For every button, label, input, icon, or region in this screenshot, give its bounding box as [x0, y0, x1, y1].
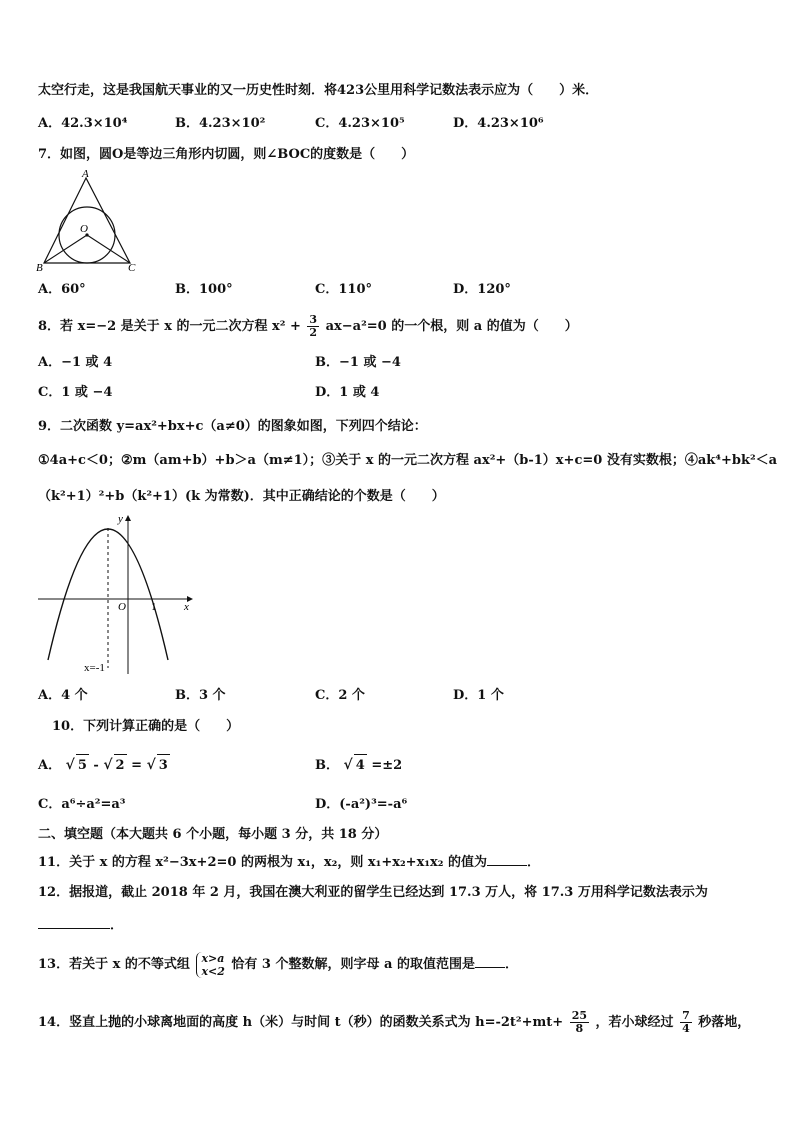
q7-option-c: C．110° [315, 282, 372, 297]
q9-line3: （k²+1）²+b（k²+1）(k 为常数)．其中正确结论的个数是（ ） [38, 489, 445, 504]
q7-label-o: O [80, 223, 88, 235]
q10-a-eq: = [131, 758, 143, 773]
q10-a-minus: - [93, 758, 99, 773]
q14-f1-den: 8 [575, 1022, 584, 1035]
q11-answer-blank[interactable] [487, 853, 527, 866]
q9-stem: 9．二次函数 y=ax²+bx+c（a≠0）的图象如图，下列四个结论： [38, 419, 427, 434]
q12-answer-blank[interactable] [38, 916, 110, 929]
q9-option-a: A．4 个 [38, 688, 88, 703]
q8-stem [38, 314, 578, 340]
q8-option-b: B．−1 或 −4 [315, 355, 401, 370]
sqrt-icon: √ [65, 757, 75, 773]
q13-inequality-system [196, 952, 224, 978]
q9-c3-num: ③ [322, 453, 336, 468]
sqrt-icon: √ [343, 757, 353, 773]
q10-a-r3: 3 [157, 754, 170, 777]
sqrt-icon: √ [103, 757, 113, 773]
q10-option-a [38, 754, 170, 777]
q9-option-b: B．3 个 [175, 688, 226, 703]
q14-fraction-2 [680, 1010, 692, 1035]
q8-option-a: A．−1 或 4 [38, 355, 113, 370]
q7-option-d: D．120° [453, 282, 511, 297]
q8-frac-den: 2 [309, 326, 318, 339]
q14-f2-num: 7 [682, 1009, 690, 1022]
q9-option-d: D．1 个 [453, 688, 504, 703]
q9-c2: m（am+b）+b＞a（m≠1）； [132, 453, 323, 468]
q7-label-a: A [82, 168, 89, 180]
q14-post: 秒落地， [698, 1015, 751, 1030]
q6-option-a: A．42.3×10⁴ [38, 116, 128, 131]
q8-option-d: D．1 或 4 [315, 385, 380, 400]
q6-option-d: D．4.23×10⁶ [453, 116, 544, 131]
sqrt-icon: √ [146, 757, 156, 773]
q9-c4: ak⁴+bk²＜a [697, 453, 778, 468]
q14-pre: 14．竖直上抛的小球离地面的高度 h（米）与时间 t（秒）的函数关系式为 h=-2t²+mt+ [38, 1015, 564, 1030]
q9-label-x: x [184, 601, 189, 613]
q9-label-y: y [118, 513, 123, 525]
q7-triangle [44, 178, 130, 263]
q13-period: ． [504, 957, 518, 972]
q7-segment-co [87, 235, 130, 263]
q9-label-symmetry: x=-1 [84, 662, 105, 674]
q9-c1-num: ① [38, 453, 50, 468]
q14 [38, 1006, 750, 1040]
q9-c4-num: ④ [684, 453, 698, 468]
q12-period: ． [110, 918, 124, 933]
q9-c1: 4a+c＜0； [49, 453, 121, 468]
q14-f1-num: 25 [571, 1009, 587, 1022]
q8-stem-pre: 8．若 x=−2 是关于 x 的一元二次方程 x² + [38, 319, 301, 334]
q10-option-c: C．a⁶÷a²=a³ [38, 797, 126, 812]
q10-stem: 10．下列计算正确的是（ ） [52, 719, 240, 734]
q9-label-one: 1 [151, 601, 157, 613]
q6-option-c: C．4.23×10⁵ [315, 116, 405, 131]
q13-pre: 13．若关于 x 的不等式组 [38, 957, 190, 972]
q10-option-b [315, 754, 402, 777]
q10-a-r2: 2 [114, 754, 127, 777]
q9-c3: 关于 x 的一元二次方程 ax²+（b-1）x+c=0 没有实数根； [335, 453, 685, 468]
q13-row1: x>a [201, 951, 225, 965]
q9-label-o: O [118, 601, 126, 613]
q9-parabola-graph [34, 508, 198, 678]
q9-option-c: C．2 个 [315, 688, 365, 703]
q12-text: 12．据报道，截止 2018 年 2 月，我国在澳大利亚的留学生已经达到 17.3 万人，将 17.3 万用科学记数法表示为 [38, 885, 708, 900]
q14-fraction-1 [570, 1010, 589, 1035]
q11-period: ． [526, 855, 540, 870]
q7-label-c: C [128, 262, 136, 274]
q9-c2-num: ② [120, 453, 133, 468]
q11 [38, 853, 540, 872]
q7-option-b: B．100° [175, 282, 233, 297]
section-2-heading: 二、填空题（本大题共 6 个小题，每小题 3 分，共 18 分） [38, 827, 388, 842]
q10-a-r1: 5 [76, 754, 89, 777]
q8-stem-post: ax−a²=0 的一个根，则 a 的值为（ ） [325, 319, 578, 334]
q13-row2: x<2 [201, 964, 225, 978]
q12-answer-line [38, 916, 123, 935]
q9-conclusions [38, 452, 777, 470]
q7-label-b: B [36, 262, 43, 274]
q8-fraction [307, 314, 319, 339]
q10-b-tail: =±2 [371, 758, 403, 773]
q14-mid: ，若小球经过 [595, 1015, 674, 1030]
q11-text: 11．关于 x 的方程 x²−3x+2=0 的两根为 x₁，x₂，则 x₁+x₂+x₁x₂ 的值为 [38, 855, 487, 870]
q10-option-d: D．(-a²)³=-a⁶ [315, 797, 408, 812]
q10-option-a-label: A． [38, 758, 62, 773]
q7-triangle-figure [34, 166, 144, 274]
q10-b-r: 4 [354, 754, 367, 777]
q6-stem-tail: 太空行走，这是我国航天事业的又一历史性时刻．将423公里用科学记数法表示应为（ ）米． [38, 83, 599, 98]
q14-f2-den: 4 [682, 1022, 690, 1035]
q8-frac-num: 3 [309, 313, 318, 326]
q13-post: 恰有 3 个整数解，则字母 a 的取值范围是 [231, 957, 475, 972]
q7-stem: 7．如图，圆O是等边三角形内切圆，则∠BOC的度数是（ ） [38, 147, 415, 162]
q7-option-a: A．60° [38, 282, 86, 297]
q13-answer-blank[interactable] [475, 955, 505, 968]
q6-option-b: B．4.23×10² [175, 116, 266, 131]
q13 [38, 948, 518, 982]
q10-option-b-label: B． [315, 758, 339, 773]
q8-option-c: C．1 或 −4 [38, 385, 113, 400]
